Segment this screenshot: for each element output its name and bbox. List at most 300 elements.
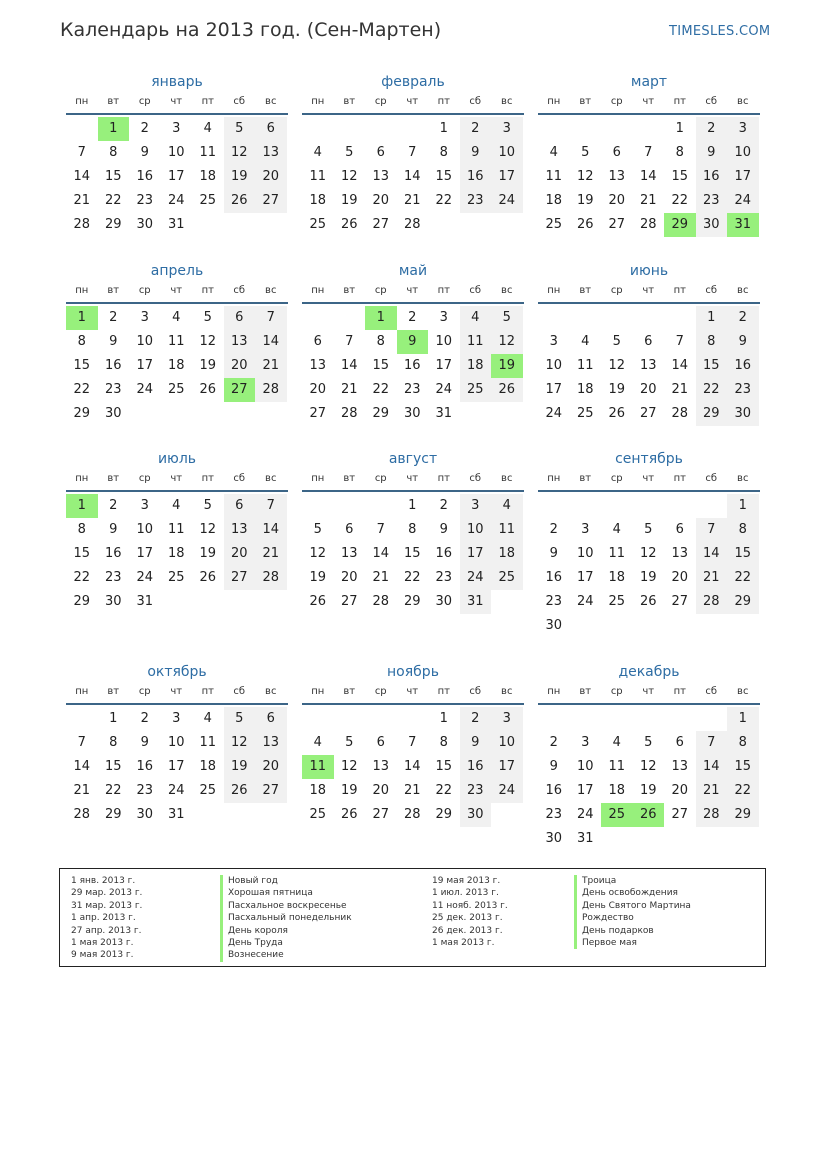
legend-dates-right: [432, 875, 508, 949]
day-cell: 14: [262, 522, 280, 537]
holiday-day: 31: [727, 213, 759, 237]
day-cell: 21: [262, 546, 280, 561]
day-cell: 2: [140, 121, 149, 136]
day-cell: 12: [576, 169, 594, 184]
day-cell: 28: [671, 406, 689, 421]
day-cell: 22: [104, 193, 122, 208]
day-cell: 12: [608, 358, 626, 373]
weekday-label: чт: [170, 96, 183, 107]
day-cell: 16: [702, 169, 720, 184]
day-cell: 3: [581, 522, 590, 537]
weekday-label: сб: [469, 473, 482, 484]
weekday-label: чт: [642, 686, 655, 697]
month-name: июль: [157, 451, 197, 467]
day-cell: 27: [230, 570, 248, 585]
weekday-label: пн: [547, 473, 561, 484]
legend-holiday-name: Троица: [574, 875, 691, 887]
day-cell: 23: [545, 594, 563, 609]
day-cell: 21: [340, 382, 358, 397]
legend-date: 1 апр. 2013 г.: [71, 913, 136, 924]
day-cell: 26: [608, 406, 626, 421]
day-cell: 25: [167, 570, 185, 585]
day-cell: 10: [734, 145, 752, 160]
weekday-header: [538, 471, 760, 487]
month-name: декабрь: [618, 664, 680, 680]
day-cell: 14: [262, 334, 280, 349]
month-name: ноябрь: [387, 664, 439, 680]
weekday-label: сб: [705, 96, 718, 107]
legend-date: 11 нояб. 2013 г.: [432, 900, 508, 911]
day-cell: 10: [545, 358, 563, 373]
day-cell: 28: [702, 594, 720, 609]
day-cell: 30: [104, 406, 122, 421]
day-cell: 17: [435, 358, 453, 373]
day-cell: 7: [345, 334, 354, 349]
day-cell: 13: [608, 169, 626, 184]
day-cell: 7: [77, 735, 86, 750]
day-cell: 22: [671, 193, 689, 208]
weekday-label: вс: [501, 473, 513, 484]
day-cell: 23: [545, 807, 563, 822]
weekday-label: ср: [610, 96, 623, 107]
holiday-day: 29: [664, 213, 696, 237]
day-cell: 18: [199, 759, 217, 774]
weekday-label: пн: [311, 473, 325, 484]
legend-date: 29 мар. 2013 г.: [71, 888, 143, 899]
month-3: [538, 73, 760, 237]
day-cell: 6: [376, 145, 385, 160]
day-cell: 30: [136, 807, 154, 822]
day-cell: 18: [167, 358, 185, 373]
day-cell: 28: [262, 382, 280, 397]
day-cell: 23: [466, 783, 484, 798]
month-name: август: [388, 451, 438, 467]
day-cell: 13: [262, 145, 280, 160]
weekday-label: пт: [201, 473, 214, 484]
day-cell: 17: [167, 759, 185, 774]
day-cell: 24: [734, 193, 752, 208]
day-cell: 27: [372, 807, 390, 822]
weekday-label: ср: [374, 96, 387, 107]
day-grid: [66, 115, 288, 237]
day-cell: 23: [734, 382, 752, 397]
day-cell: 6: [235, 310, 244, 325]
day-cell: 10: [136, 334, 154, 349]
day-cell: 16: [734, 358, 752, 373]
day-cell: 22: [73, 382, 91, 397]
weekday-header: [66, 94, 288, 110]
day-cell: 26: [309, 594, 327, 609]
weekday-label: пн: [311, 96, 325, 107]
day-cell: 3: [172, 711, 181, 726]
day-cell: 2: [471, 121, 480, 136]
weekday-label: ср: [138, 285, 151, 296]
day-cell: 3: [581, 735, 590, 750]
legend-date: 1 янв. 2013 г.: [71, 876, 136, 886]
weekday-label: сб: [705, 285, 718, 296]
day-cell: 1: [109, 711, 118, 726]
day-cell: 5: [313, 522, 322, 537]
day-cell: 30: [136, 217, 154, 232]
day-cell: 15: [403, 546, 421, 561]
legend-date: 1 мая 2013 г.: [71, 937, 134, 948]
day-cell: 30: [435, 594, 453, 609]
weekday-label: пн: [547, 686, 561, 697]
day-cell: 14: [702, 546, 720, 561]
day-cell: 2: [707, 121, 716, 136]
day-cell: 23: [104, 382, 122, 397]
day-cell: 13: [230, 522, 248, 537]
day-cell: 21: [403, 783, 421, 798]
day-cell: 9: [140, 145, 149, 160]
day-cell: 18: [576, 382, 594, 397]
legend-holiday-name: День Святого Мартина: [574, 900, 691, 912]
day-cell: 15: [73, 546, 91, 561]
weekday-label: сб: [233, 473, 246, 484]
weekday-label: пт: [437, 96, 450, 107]
month-name: октябрь: [147, 664, 207, 680]
day-cell: 28: [73, 807, 91, 822]
day-cell: 12: [199, 334, 217, 349]
day-cell: 10: [498, 145, 516, 160]
weekday-label: вт: [107, 285, 120, 296]
day-cell: 20: [608, 193, 626, 208]
day-cell: 20: [372, 783, 390, 798]
day-cell: 29: [104, 807, 122, 822]
day-cell: 19: [230, 169, 248, 184]
day-cell: 24: [498, 783, 516, 798]
weekday-label: вт: [343, 96, 356, 107]
day-cell: 7: [408, 735, 417, 750]
day-cell: 11: [199, 145, 217, 160]
weekday-header: [302, 94, 524, 110]
day-cell: 9: [549, 759, 558, 774]
day-cell: 5: [612, 334, 621, 349]
day-cell: 12: [340, 759, 358, 774]
weekday-label: ср: [610, 473, 623, 484]
day-cell: 18: [309, 783, 327, 798]
day-cell: 20: [262, 169, 280, 184]
day-cell: 26: [199, 382, 217, 397]
day-grid: [66, 705, 288, 827]
day-cell: 30: [545, 831, 563, 846]
weekday-header: [302, 684, 524, 700]
day-cell: 18: [466, 358, 484, 373]
day-cell: 7: [675, 334, 684, 349]
day-cell: 16: [435, 546, 453, 561]
weekday-label: пт: [673, 686, 686, 697]
weekday-label: вт: [579, 473, 592, 484]
day-grid: [538, 115, 760, 237]
weekday-label: вс: [265, 473, 277, 484]
day-cell: 1: [408, 498, 417, 513]
day-cell: 30: [702, 217, 720, 232]
day-cell: 13: [372, 759, 390, 774]
day-cell: 16: [466, 759, 484, 774]
day-cell: 27: [309, 406, 327, 421]
weekday-label: чт: [406, 285, 419, 296]
legend-date: 1 мая 2013 г.: [432, 937, 495, 948]
weekday-header: [302, 283, 524, 299]
day-cell: 22: [702, 382, 720, 397]
weekday-label: вт: [579, 686, 592, 697]
weekday-header: [66, 283, 288, 299]
day-cell: 22: [435, 783, 453, 798]
day-cell: 3: [140, 310, 149, 325]
month-5: [302, 262, 524, 426]
day-cell: 20: [671, 783, 689, 798]
day-cell: 22: [734, 783, 752, 798]
day-cell: 17: [498, 759, 516, 774]
day-cell: 15: [104, 759, 122, 774]
day-cell: 12: [230, 145, 248, 160]
holiday-day: 27: [224, 378, 256, 402]
day-cell: 24: [167, 783, 185, 798]
legend-date: 25 дек. 2013 г.: [432, 913, 503, 924]
legend-date: 27 апр. 2013 г.: [71, 925, 142, 936]
day-cell: 2: [408, 310, 417, 325]
day-cell: 6: [376, 735, 385, 750]
day-cell: 14: [403, 169, 421, 184]
weekday-label: ср: [374, 285, 387, 296]
day-cell: 6: [345, 522, 354, 537]
day-cell: 26: [576, 217, 594, 232]
day-cell: 17: [466, 546, 484, 561]
day-cell: 10: [498, 735, 516, 750]
day-cell: 5: [345, 735, 354, 750]
weekday-header: [302, 471, 524, 487]
day-cell: 20: [639, 382, 657, 397]
day-cell: 4: [313, 735, 322, 750]
day-cell: 4: [313, 145, 322, 160]
holiday-day: 26: [633, 803, 665, 827]
day-cell: 29: [73, 406, 91, 421]
weekday-label: вт: [343, 686, 356, 697]
day-cell: 26: [230, 193, 248, 208]
day-cell: 28: [262, 570, 280, 585]
weekday-label: пн: [75, 686, 89, 697]
weekday-label: пн: [75, 285, 89, 296]
weekday-label: вт: [343, 473, 356, 484]
legend-date: 19 мая 2013 г.: [432, 876, 501, 886]
legend-holiday-name: День освобождения: [574, 887, 691, 899]
day-cell: 16: [545, 783, 563, 798]
day-cell: 11: [167, 334, 185, 349]
day-cell: 26: [498, 382, 516, 397]
day-cell: 4: [549, 145, 558, 160]
day-cell: 13: [340, 546, 358, 561]
day-cell: 26: [340, 217, 358, 232]
day-cell: 18: [498, 546, 516, 561]
day-cell: 11: [466, 334, 484, 349]
day-cell: 5: [203, 310, 212, 325]
day-cell: 13: [671, 546, 689, 561]
weekday-label: вс: [265, 285, 277, 296]
day-cell: 8: [439, 145, 448, 160]
day-cell: 3: [549, 334, 558, 349]
day-cell: 2: [549, 735, 558, 750]
day-cell: 1: [675, 121, 684, 136]
weekday-label: вс: [265, 96, 277, 107]
day-cell: 14: [702, 759, 720, 774]
day-cell: 6: [313, 334, 322, 349]
day-cell: 24: [136, 382, 154, 397]
day-cell: 6: [612, 145, 621, 160]
month-1: [66, 73, 288, 237]
day-cell: 8: [109, 735, 118, 750]
day-cell: 5: [235, 121, 244, 136]
weekday-label: чт: [406, 96, 419, 107]
day-cell: 8: [77, 334, 86, 349]
day-cell: 24: [576, 594, 594, 609]
day-cell: 27: [671, 594, 689, 609]
day-cell: 25: [199, 193, 217, 208]
day-cell: 16: [403, 358, 421, 373]
day-cell: 31: [435, 406, 453, 421]
day-cell: 1: [738, 498, 747, 513]
day-cell: 10: [576, 759, 594, 774]
day-cell: 5: [644, 735, 653, 750]
day-cell: 23: [403, 382, 421, 397]
holiday-day: 19: [491, 354, 523, 378]
day-cell: 22: [104, 783, 122, 798]
weekday-label: пт: [437, 686, 450, 697]
weekday-label: ср: [610, 686, 623, 697]
day-cell: 30: [104, 594, 122, 609]
legend-holiday-name: День Труда: [220, 937, 352, 949]
day-cell: 20: [671, 570, 689, 585]
day-cell: 22: [734, 570, 752, 585]
day-cell: 8: [376, 334, 385, 349]
legend-holiday-name: Пасхальное воскресенье: [220, 900, 352, 912]
month-name: май: [398, 263, 428, 279]
day-cell: 5: [203, 498, 212, 513]
month-name: февраль: [381, 74, 445, 90]
day-cell: 11: [309, 169, 327, 184]
day-cell: 15: [734, 759, 752, 774]
day-cell: 28: [73, 217, 91, 232]
day-cell: 11: [608, 546, 626, 561]
day-cell: 15: [671, 169, 689, 184]
weekday-label: вс: [737, 686, 749, 697]
legend-date: 1 июл. 2013 г.: [432, 888, 499, 899]
month-name: апрель: [150, 263, 204, 279]
day-cell: 9: [738, 334, 747, 349]
day-grid: [538, 492, 760, 638]
day-cell: 25: [545, 217, 563, 232]
day-cell: 15: [73, 358, 91, 373]
day-cell: 21: [702, 783, 720, 798]
day-cell: 4: [502, 498, 511, 513]
month-8: [302, 450, 524, 614]
month-6: [538, 262, 760, 426]
day-cell: 29: [435, 807, 453, 822]
day-cell: 5: [345, 145, 354, 160]
day-cell: 19: [576, 193, 594, 208]
day-cell: 12: [309, 546, 327, 561]
day-cell: 24: [576, 807, 594, 822]
day-cell: 25: [608, 594, 626, 609]
weekday-label: вс: [501, 285, 513, 296]
day-cell: 27: [639, 406, 657, 421]
day-cell: 23: [136, 193, 154, 208]
holiday-day: 1: [66, 494, 98, 518]
day-cell: 7: [707, 735, 716, 750]
day-cell: 30: [734, 406, 752, 421]
weekday-label: вс: [737, 473, 749, 484]
weekday-label: пн: [311, 285, 325, 296]
day-cell: 10: [136, 522, 154, 537]
month-2: [302, 73, 524, 237]
day-cell: 29: [734, 594, 752, 609]
day-cell: 25: [576, 406, 594, 421]
day-cell: 30: [403, 406, 421, 421]
legend-date: 9 мая 2013 г.: [71, 950, 134, 961]
day-cell: 12: [639, 546, 657, 561]
day-cell: 23: [136, 783, 154, 798]
day-cell: 10: [167, 145, 185, 160]
weekday-label: чт: [406, 686, 419, 697]
day-cell: 4: [172, 498, 181, 513]
day-cell: 23: [702, 193, 720, 208]
day-cell: 24: [498, 193, 516, 208]
day-cell: 15: [104, 169, 122, 184]
day-cell: 25: [498, 570, 516, 585]
month-12: [538, 663, 760, 851]
day-grid: [66, 304, 288, 426]
day-cell: 4: [581, 334, 590, 349]
day-cell: 15: [702, 358, 720, 373]
weekday-label: вс: [501, 686, 513, 697]
holiday-day: 1: [98, 117, 130, 141]
day-cell: 16: [466, 169, 484, 184]
legend-date: 31 мар. 2013 г.: [71, 900, 143, 911]
day-grid: [538, 705, 760, 851]
day-cell: 10: [435, 334, 453, 349]
day-cell: 8: [109, 145, 118, 160]
weekday-label: вт: [343, 285, 356, 296]
month-10: [66, 663, 288, 827]
weekday-label: вт: [579, 285, 592, 296]
day-cell: 15: [734, 546, 752, 561]
day-cell: 5: [644, 522, 653, 537]
day-cell: 28: [403, 807, 421, 822]
day-cell: 9: [471, 145, 480, 160]
day-cell: 17: [136, 358, 154, 373]
day-cell: 24: [545, 406, 563, 421]
day-cell: 13: [230, 334, 248, 349]
day-cell: 17: [545, 382, 563, 397]
day-cell: 10: [167, 735, 185, 750]
weekday-label: сб: [233, 686, 246, 697]
day-cell: 19: [639, 783, 657, 798]
day-cell: 13: [262, 735, 280, 750]
day-cell: 16: [545, 570, 563, 585]
weekday-label: чт: [170, 686, 183, 697]
month-7: [66, 450, 288, 614]
day-cell: 20: [262, 759, 280, 774]
day-cell: 9: [549, 546, 558, 561]
month-4: [66, 262, 288, 426]
brand-link[interactable]: TIMESLES.COM: [669, 24, 771, 39]
day-cell: 13: [309, 358, 327, 373]
day-cell: 9: [439, 522, 448, 537]
day-cell: 13: [639, 358, 657, 373]
day-cell: 31: [167, 217, 185, 232]
weekday-label: пт: [673, 96, 686, 107]
day-cell: 9: [707, 145, 716, 160]
weekday-label: пт: [201, 686, 214, 697]
